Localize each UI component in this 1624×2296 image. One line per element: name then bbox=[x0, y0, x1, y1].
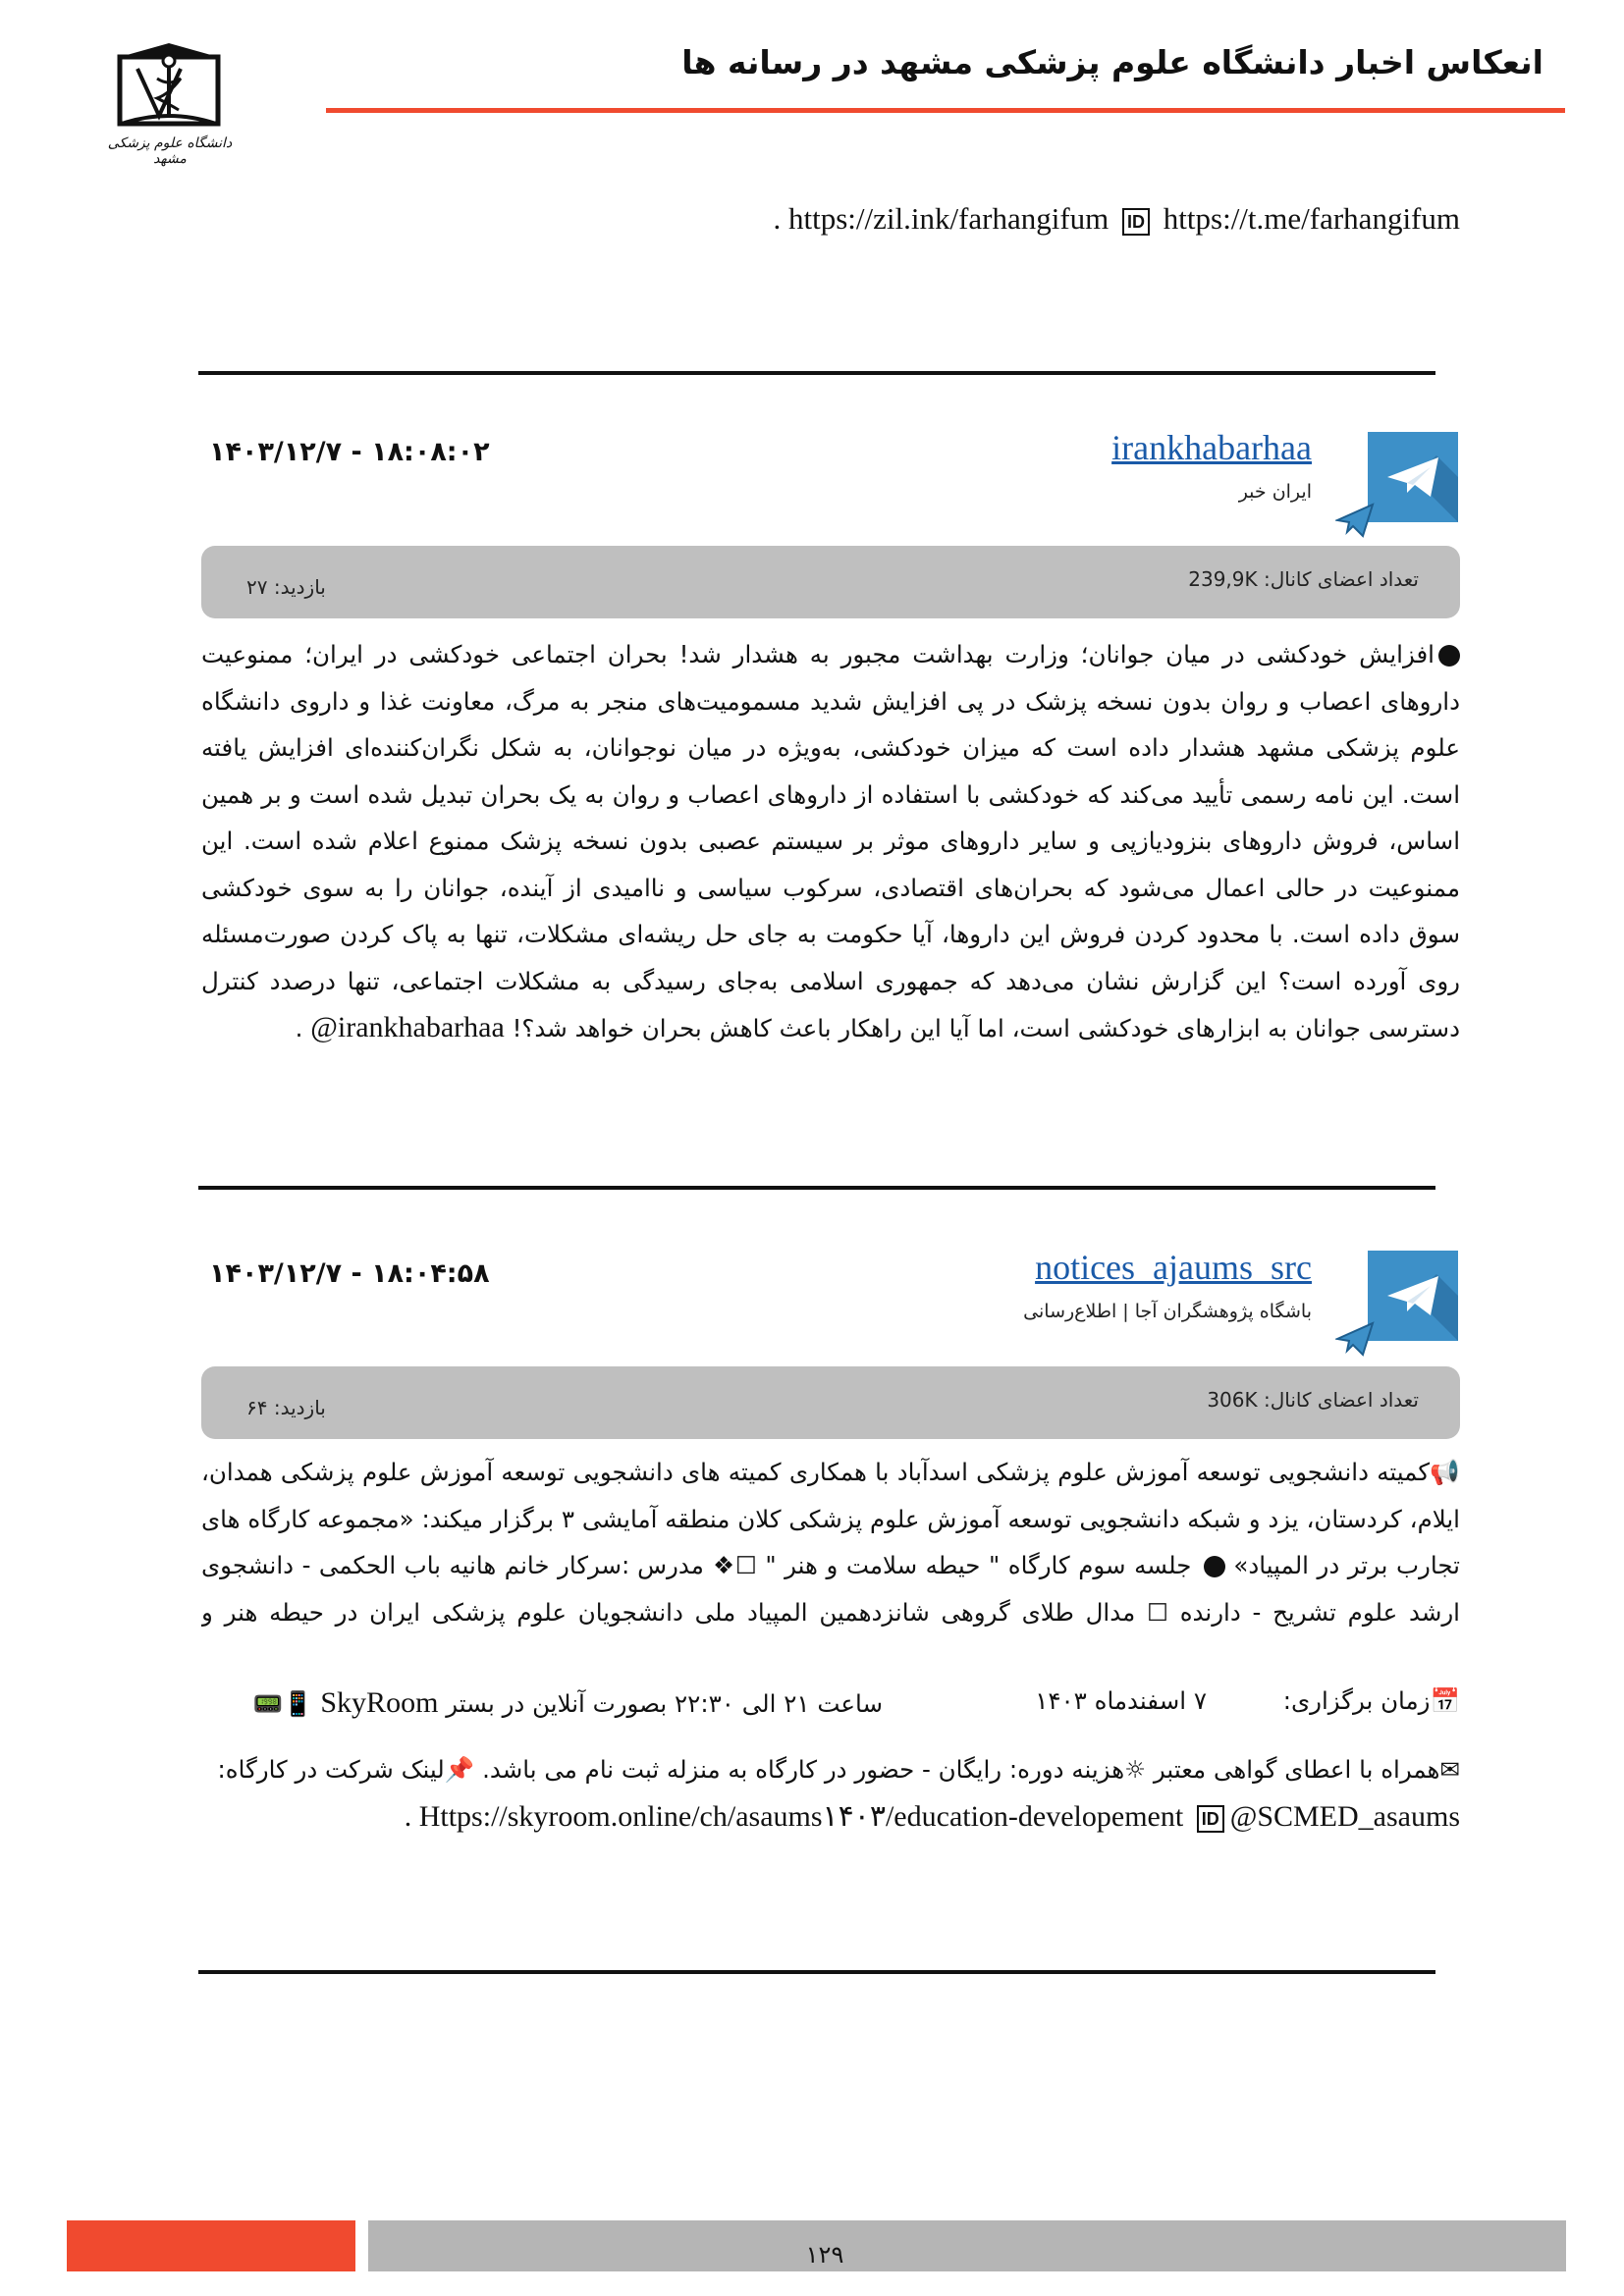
post-datetime: ۱۴۰۳/۱۲/۷ - ۱۸:۰۸:۰۲ bbox=[209, 437, 490, 467]
link-row bbox=[201, 1799, 1460, 1834]
post-body bbox=[201, 1449, 1460, 1640]
sun-icon: ☼ bbox=[1124, 1755, 1147, 1784]
header-divider bbox=[326, 108, 1565, 113]
post-text-4: مدال طلای گروهی شانزدهمین المپیاد ملی دانشجویان علوم پزشکی ایران در حیطه هنر و bbox=[201, 1597, 1136, 1627]
view-count: بازدید: ۲۷ bbox=[246, 575, 326, 599]
megaphone-icon: 📢 bbox=[1430, 1458, 1460, 1486]
stats-bar bbox=[201, 546, 1460, 618]
post-end: . bbox=[295, 1014, 303, 1042]
calendar-icon: 📅 bbox=[1430, 1686, 1460, 1715]
cost-text: هزینه دوره: رایگان - حضور در کارگاه به منزله ثبت نام می باشد. bbox=[482, 1755, 1125, 1784]
id-icon: ID bbox=[1197, 1805, 1224, 1833]
post-signature[interactable]: @irankhabarhaa bbox=[310, 1011, 505, 1043]
channel-name: باشگاه پژوهشگران آجا | اطلاع‌رسانی bbox=[1023, 1301, 1312, 1322]
post-body bbox=[201, 631, 1460, 1052]
envelope-icon: ✉ bbox=[1439, 1755, 1460, 1784]
link-label: لینک شرکت در کارگاه: bbox=[217, 1755, 445, 1784]
schedule-label: 📅زمان برگزاری: bbox=[1282, 1686, 1460, 1715]
telegram-icon bbox=[1368, 432, 1458, 522]
telegram-link[interactable]: https://t.me/farhangifum bbox=[1163, 201, 1460, 236]
page-title: انعکاس اخبار دانشگاه علوم پزشکی مشهد در رسانه ها bbox=[681, 43, 1543, 81]
bullet-icon bbox=[1204, 1556, 1225, 1577]
member-count: تعداد اعضای کانال: 239,9K bbox=[1188, 567, 1419, 591]
schedule-platform: SkyRoom bbox=[320, 1686, 439, 1719]
id-icon: ID bbox=[1122, 208, 1150, 236]
post-datetime: ۱۴۰۳/۱۲/۷ - ۱۸:۰۴:۵۸ bbox=[209, 1258, 490, 1289]
post-signature[interactable]: @SCMED_asaums bbox=[1229, 1800, 1460, 1833]
send-arrow-icon bbox=[1335, 1321, 1375, 1357]
medal-icon: ❖ bbox=[712, 1551, 735, 1579]
post-text-2: جلسه سوم کارگاه " حیطه سلامت و هنر " bbox=[765, 1551, 1192, 1579]
channel-name: ایران خبر bbox=[1238, 481, 1312, 503]
channel-handle[interactable]: irankhabarhaa bbox=[1111, 428, 1312, 467]
send-arrow-icon bbox=[1335, 503, 1375, 538]
post-text: کمیته دانشجویی توسعه آموزش علوم پزشکی اسدآباد با همکاری کمیته های دانشجویی توسعه آموزش علوم پزشکی همدان، ایلام، کردستان، یزد و شبکه دانشجویی توسعه آموزش علوم پزشکی کلان منطقه آمایشی ۳ برگزار میکند: «مجموعه کارگاه های تجارب برتر در المپیاد» bbox=[201, 1458, 1460, 1579]
box-icon: ☐ bbox=[1146, 1597, 1168, 1627]
zil-link[interactable]: https://zil.ink/farhangifum bbox=[787, 201, 1110, 236]
bullet-icon bbox=[1438, 645, 1460, 667]
skyroom-link[interactable]: Https://skyroom.online/ch/asaums۱۴۰۳/education-developement bbox=[418, 1800, 1184, 1833]
phone-icon: 📱 bbox=[283, 1689, 313, 1718]
schedule-date: ۷ اسفندماه ۱۴۰۳ bbox=[1035, 1686, 1207, 1715]
post-text: افزایش خودکشی در میان جوانان؛ وزارت بهداشت مجبور به هشدار شد! بحران اجتماعی خودکشی در ایران؛ ممنوعیت داروهای اعصاب و روان بدون نسخه پزشک در پی افزایش شدید مسمومیت‌های منجر به مرگ، معاونت غذا و داروی دانشگاه علوم پزشکی مشهد هشدار داده است که میزان خودکشی، به‌ویژه در میان نوجوانان، به شکل نگران‌کننده‌ای افزایش یافته است. این نامه رسمی تأیید می‌کند که خودکشی با استفاده از داروهای اعصاب و روان به یک بحران تبدیل شده است و بر همین اساس، فروش داروهای بنزودیازپی و سایر داروهای موثر بر سیستم عصبی بدون نسخه پزشک ممنوع اعلام شده است. این ممنوعیت در حالی اعمال می‌شود که بحران‌های اقتصادی، سرکوب سیاسی و ناامیدی از آینده، جوانان را به سوی خودکشی سوق داده است. با محدود کردن فروش این داروها، آیا حکومت به جای حل ریشه‌ای مشکلات، تنها به پاک کردن صورت‌مسئله روی آورده است؟ این گزارش نشان می‌دهد که جمهوری اسلامی به‌جای رسیدگی به مشکلات اجتماعی، تنها درصدد کنترل دسترسی جوانان به ابزارهای خودکشی است، اما آیا این راهکار باعث کاهش بحران خواهد شد؟! bbox=[201, 640, 1460, 1042]
links-end: . bbox=[773, 201, 782, 236]
cost-row bbox=[201, 1755, 1460, 1784]
channel-handle[interactable]: notices_ajaums_src bbox=[1035, 1248, 1312, 1287]
post-text-3: مدرس :سرکار خانم هانیه باب الحکمی - دانشجوی ارشد علوم تشریح - دارنده bbox=[201, 1551, 1460, 1627]
section-divider bbox=[198, 371, 1435, 375]
schedule-time: ساعت ۲۱ الی ۲۲:۳۰ بصورت آنلاین در بستر SkyRoom 📱📟 bbox=[252, 1686, 883, 1719]
logo-caption: دانشگاه علوم پزشکی مشهد bbox=[107, 135, 233, 167]
page-number: ۱۲۹ bbox=[805, 2241, 844, 2269]
member-count: تعداد اعضای کانال: 306K bbox=[1207, 1388, 1419, 1412]
footer-accent-bar bbox=[67, 2220, 355, 2271]
view-count: بازدید: ۶۴ bbox=[246, 1396, 326, 1419]
box-icon: ☐ bbox=[734, 1551, 757, 1579]
stats-bar bbox=[201, 1366, 1460, 1439]
post-end: . bbox=[404, 1800, 412, 1833]
section-divider bbox=[198, 1970, 1435, 1974]
certificate-text: همراه با اعطای گواهی معتبر bbox=[1153, 1755, 1440, 1784]
pin-icon: 📌 bbox=[444, 1755, 475, 1784]
device-icon: 📟 bbox=[252, 1689, 284, 1718]
links-line bbox=[282, 201, 1460, 237]
university-logo bbox=[107, 39, 238, 167]
telegram-icon bbox=[1368, 1251, 1458, 1341]
section-divider bbox=[198, 1186, 1435, 1190]
footer-bar bbox=[368, 2220, 1566, 2271]
